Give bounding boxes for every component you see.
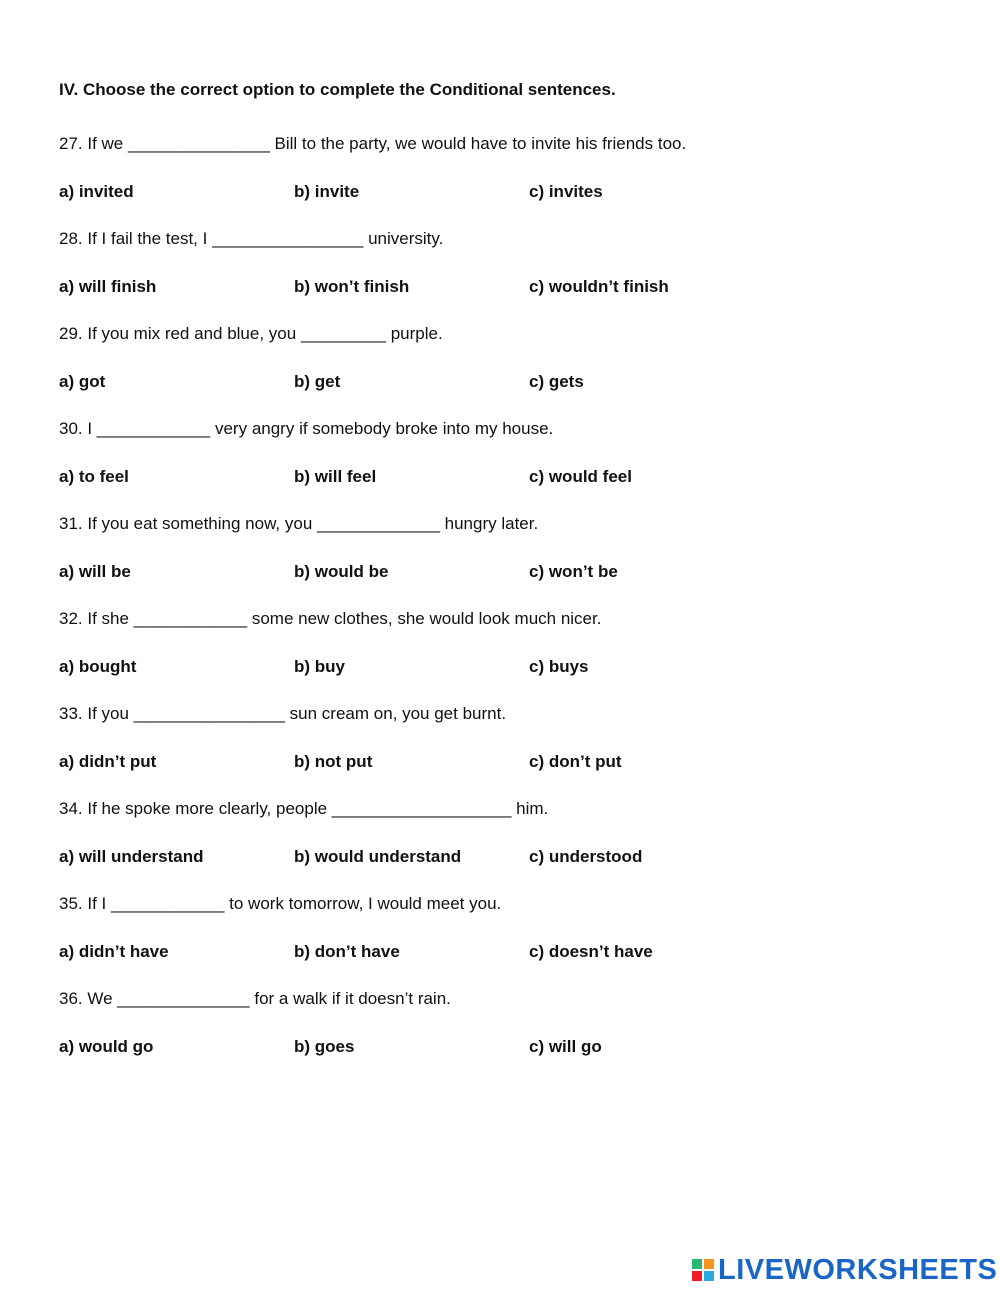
option-b[interactable]: b) won’t finish: [294, 276, 410, 296]
option-c[interactable]: c) won’t be: [529, 561, 618, 581]
option-b[interactable]: b) would understand: [294, 846, 462, 866]
question-text: 33. If you ________________ sun cream on, you get burnt.: [59, 704, 507, 723]
option-b[interactable]: b) don’t have: [294, 941, 400, 961]
question-text: 34. If he spoke more clearly, people ___________________ him.: [59, 799, 549, 818]
worksheet: [59, 78, 959, 1059]
question-block: [59, 797, 959, 869]
question-block: [59, 512, 959, 584]
question-block: [59, 892, 959, 964]
answer-options: [59, 940, 959, 964]
option-a[interactable]: a) to feel: [59, 466, 129, 486]
question-block: [59, 607, 959, 679]
liveworksheets-logo: [692, 1252, 997, 1288]
option-a[interactable]: a) will understand: [59, 846, 204, 866]
option-c[interactable]: c) will go: [529, 1036, 602, 1056]
option-a[interactable]: a) didn’t have: [59, 941, 169, 961]
logo-text: LIVEWORKSHEETS: [718, 1253, 998, 1286]
option-a[interactable]: a) will be: [59, 561, 131, 581]
question-block: [59, 417, 959, 489]
question-block: [59, 322, 959, 394]
option-c[interactable]: c) don’t put: [529, 751, 622, 771]
answer-options: [59, 370, 959, 394]
question-text: 30. I ____________ very angry if somebody broke into my house.: [59, 419, 554, 438]
answer-options: [59, 180, 959, 204]
answer-options: [59, 845, 959, 869]
question-block: [59, 227, 959, 299]
option-c[interactable]: c) gets: [529, 371, 584, 391]
option-a[interactable]: a) didn’t put: [59, 751, 157, 771]
question-text: 29. If you mix red and blue, you _________ purple.: [59, 324, 443, 343]
option-b[interactable]: b) buy: [294, 656, 345, 676]
option-b[interactable]: b) will feel: [294, 466, 377, 486]
answer-options: [59, 465, 959, 489]
answer-options: [59, 275, 959, 299]
option-c[interactable]: c) doesn’t have: [529, 941, 653, 961]
option-c[interactable]: c) understood: [529, 846, 643, 866]
question-text: 27. If we _______________ Bill to the party, we would have to invite his friends too.: [59, 134, 687, 153]
question-text: 36. We ______________ for a walk if it doesn’t rain.: [59, 989, 451, 1008]
option-b[interactable]: b) invite: [294, 181, 360, 201]
answer-options: [59, 1035, 959, 1059]
option-a[interactable]: a) bought: [59, 656, 137, 676]
liveworksheets-logo-icon: [692, 1259, 714, 1281]
question-block: [59, 132, 959, 204]
question-block: [59, 987, 959, 1059]
question-text: 28. If I fail the test, I ________________ university.: [59, 229, 444, 248]
option-b[interactable]: b) would be: [294, 561, 389, 581]
question-text: 31. If you eat something now, you _____________ hungry later.: [59, 514, 539, 533]
section-heading: IV. Choose the correct option to complete the Conditional sentences.: [59, 80, 616, 99]
answer-options: [59, 655, 959, 679]
option-c[interactable]: c) wouldn’t finish: [529, 276, 669, 296]
option-b[interactable]: b) not put: [294, 751, 373, 771]
option-c[interactable]: c) would feel: [529, 466, 632, 486]
answer-options: [59, 750, 959, 774]
question-text: 32. If she ____________ some new clothes, she would look much nicer.: [59, 609, 602, 628]
answer-options: [59, 560, 959, 584]
question-list: [59, 132, 959, 1059]
option-a[interactable]: a) invited: [59, 181, 134, 201]
option-b[interactable]: b) get: [294, 371, 341, 391]
option-c[interactable]: c) buys: [529, 656, 589, 676]
option-a[interactable]: a) got: [59, 371, 106, 391]
option-a[interactable]: a) would go: [59, 1036, 154, 1056]
question-text: 35. If I ____________ to work tomorrow, I would meet you.: [59, 894, 502, 913]
option-b[interactable]: b) goes: [294, 1036, 355, 1056]
question-block: [59, 702, 959, 774]
option-c[interactable]: c) invites: [529, 181, 603, 201]
option-a[interactable]: a) will finish: [59, 276, 157, 296]
